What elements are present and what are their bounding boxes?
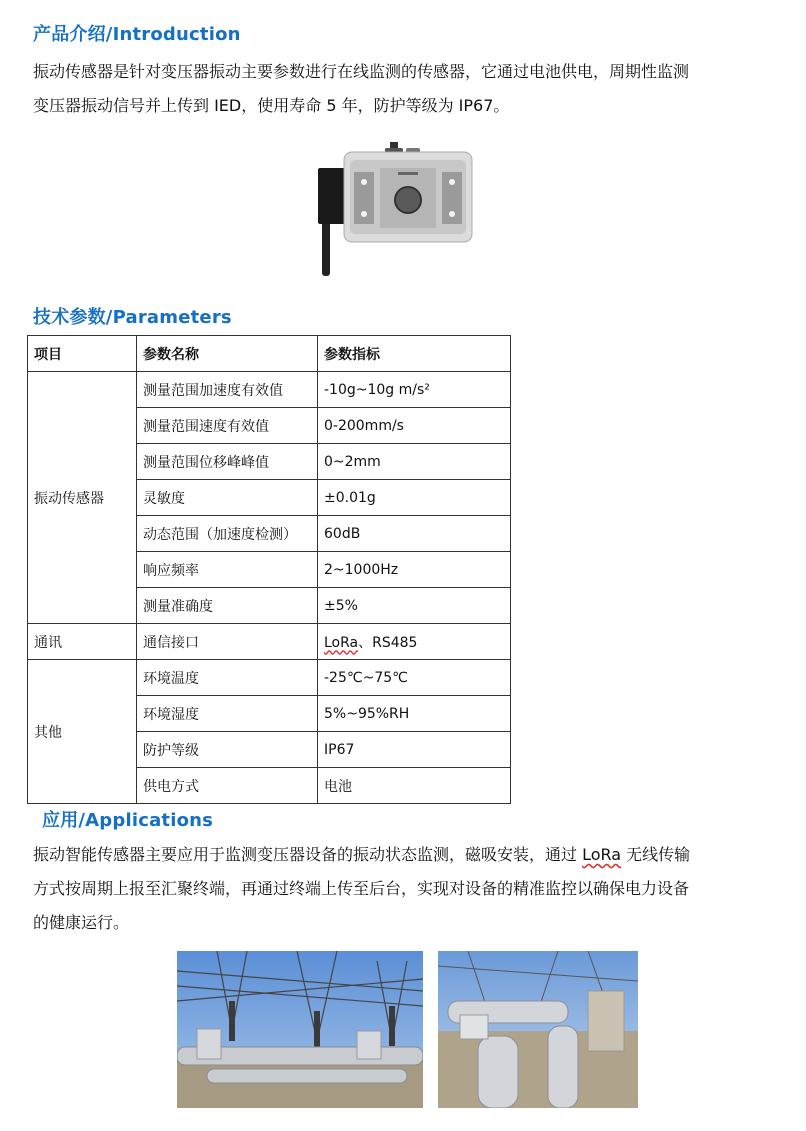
- param-value: IP67: [318, 732, 511, 768]
- lora-text: LoRa: [324, 634, 359, 651]
- rs485-text: 、RS485: [358, 634, 418, 651]
- apps-line: [33, 838, 793, 872]
- param-name: 测量范围速度有效值: [137, 408, 318, 444]
- header-cell: 参数指标: [318, 336, 511, 372]
- param-value: ±0.01g: [318, 480, 511, 516]
- intro-line: 振动传感器是针对变压器振动主要参数进行在线监测的传感器，它通过电池供电，周期性监测: [33, 62, 690, 81]
- apps-text: 振动智能传感器主要应用于监测变压器设备的振动状态监测，磁吸安装，通过: [33, 845, 583, 864]
- table-row: [28, 624, 511, 660]
- param-value: 电池: [318, 768, 511, 804]
- param-value: 60dB: [318, 516, 511, 552]
- table-row: [28, 372, 511, 408]
- param-name: 响应频率: [137, 552, 318, 588]
- params-heading: 技术参数/Parameters: [33, 307, 232, 328]
- apps-paragraph: [33, 838, 793, 940]
- param-name: 测量范围位移峰峰值: [137, 444, 318, 480]
- substation-photo-2: [438, 951, 638, 1108]
- header-cell: 项目: [28, 336, 137, 372]
- param-value: 2~1000Hz: [318, 552, 511, 588]
- param-name: 环境温度: [137, 660, 318, 696]
- param-name: 供电方式: [137, 768, 318, 804]
- header-cell: 参数名称: [137, 336, 318, 372]
- sensor-product-image: [314, 138, 474, 278]
- table-header-row: [28, 336, 511, 372]
- intro-heading: 产品介绍/Introduction: [33, 24, 241, 45]
- apps-line: 的健康运行。: [33, 913, 130, 932]
- param-value: -10g~10g m/s²: [318, 372, 511, 408]
- apps-line: 方式按周期上报至汇聚终端，再通过终端上传至后台，实现对设备的精准监控以确保电力设备: [33, 879, 690, 898]
- param-name: 通信接口: [137, 624, 318, 660]
- group-cell: 振动传感器: [28, 372, 137, 624]
- param-value: -25℃~75℃: [318, 660, 511, 696]
- param-name: 环境湿度: [137, 696, 318, 732]
- param-value: [318, 624, 511, 660]
- param-value: 5%~95%RH: [318, 696, 511, 732]
- substation-photo-1: [177, 951, 423, 1108]
- param-value: ±5%: [318, 588, 511, 624]
- group-cell: 其他: [28, 660, 137, 804]
- param-value: 0-200mm/s: [318, 408, 511, 444]
- group-cell: 通讯: [28, 624, 137, 660]
- apps-text: 无线传输: [621, 845, 691, 864]
- lora-text: LoRa: [582, 845, 622, 864]
- table-row: [28, 660, 511, 696]
- param-name: 测量范围加速度有效值: [137, 372, 318, 408]
- param-name: 测量准确度: [137, 588, 318, 624]
- parameters-table: [27, 335, 511, 804]
- param-name: 动态范围（加速度检测）: [137, 516, 318, 552]
- intro-paragraph: [33, 55, 793, 123]
- param-name: 防护等级: [137, 732, 318, 768]
- param-name: 灵敏度: [137, 480, 318, 516]
- param-value: 0~2mm: [318, 444, 511, 480]
- intro-line: 变压器振动信号并上传到 IED，使用寿命 5 年，防护等级为 IP67。: [33, 96, 510, 115]
- apps-heading: 应用/Applications: [42, 810, 214, 831]
